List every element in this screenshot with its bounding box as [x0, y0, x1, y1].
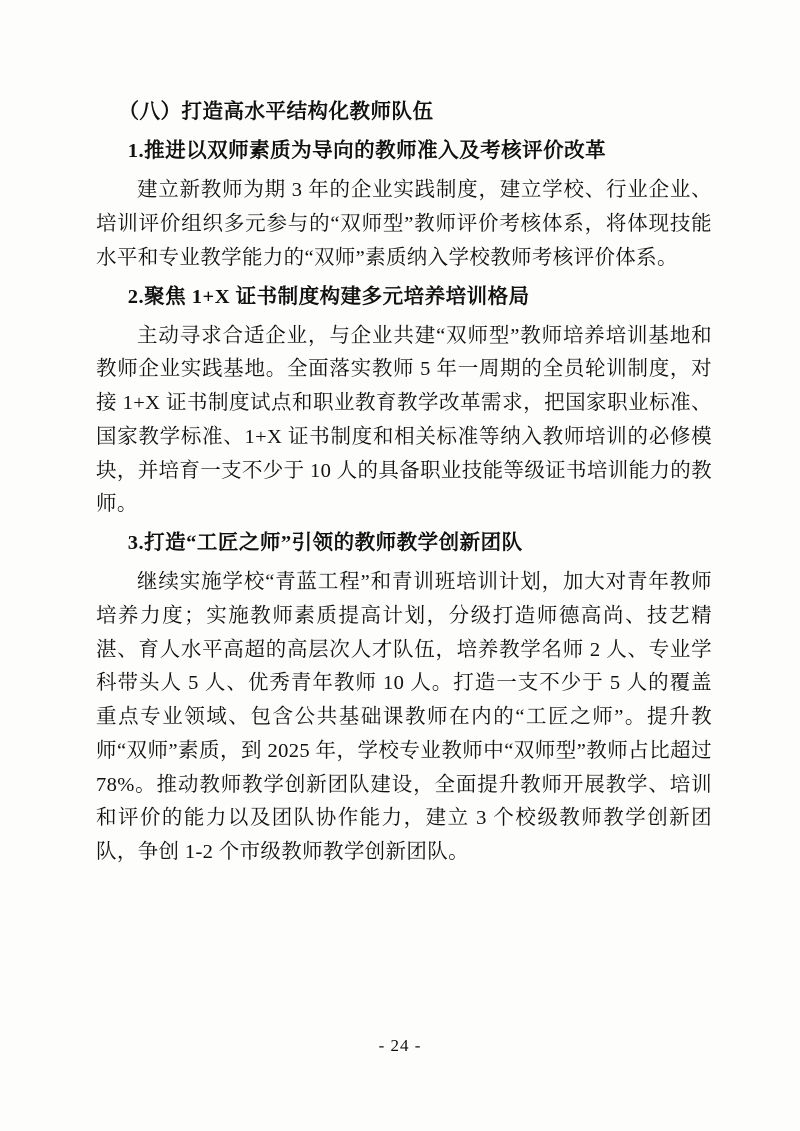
- page-number: - 24 -: [378, 1036, 422, 1055]
- subsection-heading-1: 1.推进以双师素质为导向的教师准入及考核评价改革: [127, 140, 607, 163]
- paragraph-2: 主动寻求合适企业，与企业共建“双师型”教师培养培训基地和教师企业实践基地。全面落实教师 5 年一周期的全员轮训制度，对接 1+X 证书制度试点和职业教育教学改革需求，把国家职业标准、国家教学标准、1+X 证书制度和相关标准等纳入教师培训的必修模块，并培育一支不少于 10 人的具备职业技能等级证书培训能力的教师。: [96, 324, 712, 516]
- paragraph-3: 继续实施学校“青蓝工程”和青训班培训计划，加大对青年教师培养力度；实施教师素质提高计划，分级打造师德高尚、技艺精湛、育人水平高超的高层次人才队伍，培养教学名师 2 人、专业学科带头人 5 人、优秀青年教师 10 人。打造一支不少于 5 人的覆盖重点专业领域、包含公共基础课教师在内的“工匠之师”。提升教师“双师”素质，到 2025 年，学校专业教师中“双师型”教师占比超过 78%。推动教师教学创新团队建设，全面提升教师开展教学、培训和评价的能力以及团队协作能力，建立 3 个校级教师教学创新团队，争创 1-2 个市级教师教学创新团队。: [96, 571, 712, 864]
- subsection-heading-2: 2.聚焦 1+X 证书制度构建多元培养培训格局: [127, 285, 530, 308]
- paragraph-1: 建立新教师为期 3 年的企业实践制度，建立学校、行业企业、培训评价组织多元参与的“双师型”教师评价考核体系，将体现技能水平和专业教学能力的“双师”素质纳入学校教师考核评价体系。: [96, 179, 712, 269]
- section-heading: （八）打造高水平结构化教师队伍: [118, 101, 434, 123]
- subsection-heading-3: 3.打造“工匠之师”引领的教师教学创新团队: [127, 532, 523, 555]
- document-body: [96, 96, 712, 875]
